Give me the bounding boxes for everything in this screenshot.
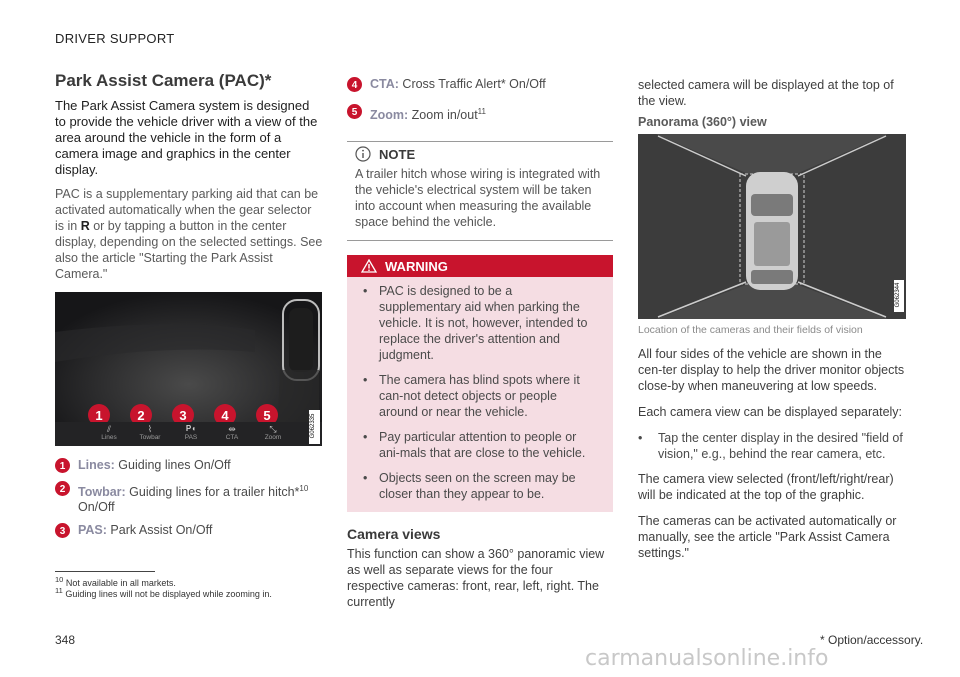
camera-views-heading: Camera views — [347, 526, 441, 543]
list-item: 3 PAS: Park Assist On/Off — [55, 523, 323, 538]
footnote-divider — [55, 571, 155, 572]
section-title: Park Assist Camera (PAC)* — [55, 71, 272, 90]
badge-1: 1 — [88, 404, 110, 426]
towbar-button[interactable]: ⌇ Towbar — [132, 424, 168, 441]
list-item: 5 Zoom: Zoom in/out$^{11}$ — [347, 104, 613, 123]
panorama-image — [638, 134, 906, 319]
car-top-view-illustration — [638, 134, 906, 319]
number-2-icon — [55, 481, 70, 496]
footnote: $^{11}$ Guiding lines will not be displayed while zooming in. — [55, 586, 272, 599]
badge-4: 4 — [214, 404, 236, 426]
footnote: $^{10}$ Not available in all markets. — [55, 575, 176, 588]
badge-5: 5 — [256, 404, 278, 426]
image-code-label: G062335 — [309, 410, 320, 444]
number-1-icon — [55, 458, 70, 473]
list-item: • PAC is designed to be a supplementary aid when parking the vehicle. It is not, however, intended to replace the driver's attention and judgment. — [363, 284, 588, 363]
body-paragraph: PAC is a supplementary parking aid that can be activated automatically when the gear selector is in R or by tapping a button in the center display, depending on the selected settings. See also the article "Starting the Park Assist Camera." — [55, 187, 323, 281]
cta-button[interactable]: ⇹ CTA — [214, 424, 250, 441]
camera-display-image — [55, 292, 322, 446]
lines-button[interactable]: ⫽ Lines — [91, 424, 127, 441]
svg-text:4: 4 — [351, 80, 358, 91]
svg-text:2: 2 — [59, 484, 66, 495]
number-4-icon — [347, 77, 362, 92]
list-item: 2 Towbar: Guiding lines for a trailer hitch*$^{10}$ On/Off — [55, 481, 323, 515]
svg-text:5: 5 — [351, 107, 358, 118]
note-box — [347, 141, 613, 241]
number-5-icon — [347, 104, 362, 119]
warning-box — [347, 255, 613, 512]
paragraph: Each camera view can be displayed separately: — [638, 405, 903, 419]
column-3 — [638, 77, 906, 571]
pas-button[interactable]: P◖ PAS — [173, 424, 209, 441]
badge-3: 3 — [172, 404, 194, 426]
number-3-icon — [55, 523, 70, 538]
info-icon — [355, 146, 371, 162]
column-2 — [347, 77, 613, 610]
section-header: DRIVER SUPPORT — [55, 31, 175, 46]
zoom-icon: ⤡ — [269, 424, 277, 434]
towbar-icon: ⌇ — [147, 424, 153, 434]
paragraph: The cameras can be activated automatically or manually, see the article "Park Assist Camera settings." — [638, 514, 897, 560]
list-item: • Objects seen on the screen may be closer than they appear to be. — [363, 471, 576, 502]
option-accessory-note: * Option/accessory. — [820, 633, 924, 647]
svg-text:3: 3 — [59, 526, 66, 538]
page-number: 348 — [55, 633, 76, 647]
lead-paragraph: The Park Assist Camera system is designed to provide the vehicle driver with a view of the area around the vehicle in the form of a camera image and graphics in the center display. — [55, 98, 318, 177]
watermark: carmanualsonline.info — [585, 646, 829, 671]
parking-icon: P◖ — [185, 424, 197, 433]
paragraph: The camera view selected (front/left/right/rear) will be indicated at the top of the graphic. — [638, 472, 894, 502]
list-item: • Tap the center display in the desired "field of vision," e.g., behind the rear camera, etc. — [638, 431, 903, 461]
intro-text: selected camera will be displayed at the top of the view. — [638, 78, 894, 108]
note-text: A trailer hitch whose wiring is integrated with the vehicle's electrical system will be taken into account when measuring the available space behind the vehicle. — [355, 167, 601, 230]
zoom-button[interactable]: ⤡ Zoom — [255, 424, 291, 441]
list-item: 1 Lines: Guiding lines On/Off — [55, 458, 323, 473]
column-1 — [55, 71, 323, 546]
warning-icon — [361, 259, 377, 273]
list-item: • Pay particular attention to people or ani-mals that are close to the vehicle. — [363, 430, 586, 461]
note-title: NOTE — [379, 146, 416, 162]
cross-traffic-icon: ⇹ — [228, 424, 236, 434]
svg-text:1: 1 — [59, 461, 66, 472]
warning-title: WARNING — [385, 258, 448, 274]
lines-icon: ⫽ — [106, 424, 111, 434]
panorama-heading: Panorama (360°) view — [638, 115, 767, 129]
list-item: • The camera has blind spots where it can-not detect objects or people around or near the vehicle. — [363, 373, 580, 420]
camera-views-text: This function can show a 360° panoramic view as well as separate views for the four respective cameras: front, rear, left, right. The currently — [347, 547, 605, 610]
image-code-label: G062344 — [894, 280, 904, 312]
paragraph: All four sides of the vehicle are shown in the cen-ter display to help the driver monitor objects close-by when maneuvering at low speeds. — [638, 347, 905, 393]
image-caption: Location of the cameras and their fields of vision — [638, 324, 863, 336]
list-item: 4 CTA: Cross Traffic Alert* On/Off — [347, 77, 613, 92]
camera-button-bar — [55, 422, 322, 446]
badge-2: 2 — [130, 404, 152, 426]
